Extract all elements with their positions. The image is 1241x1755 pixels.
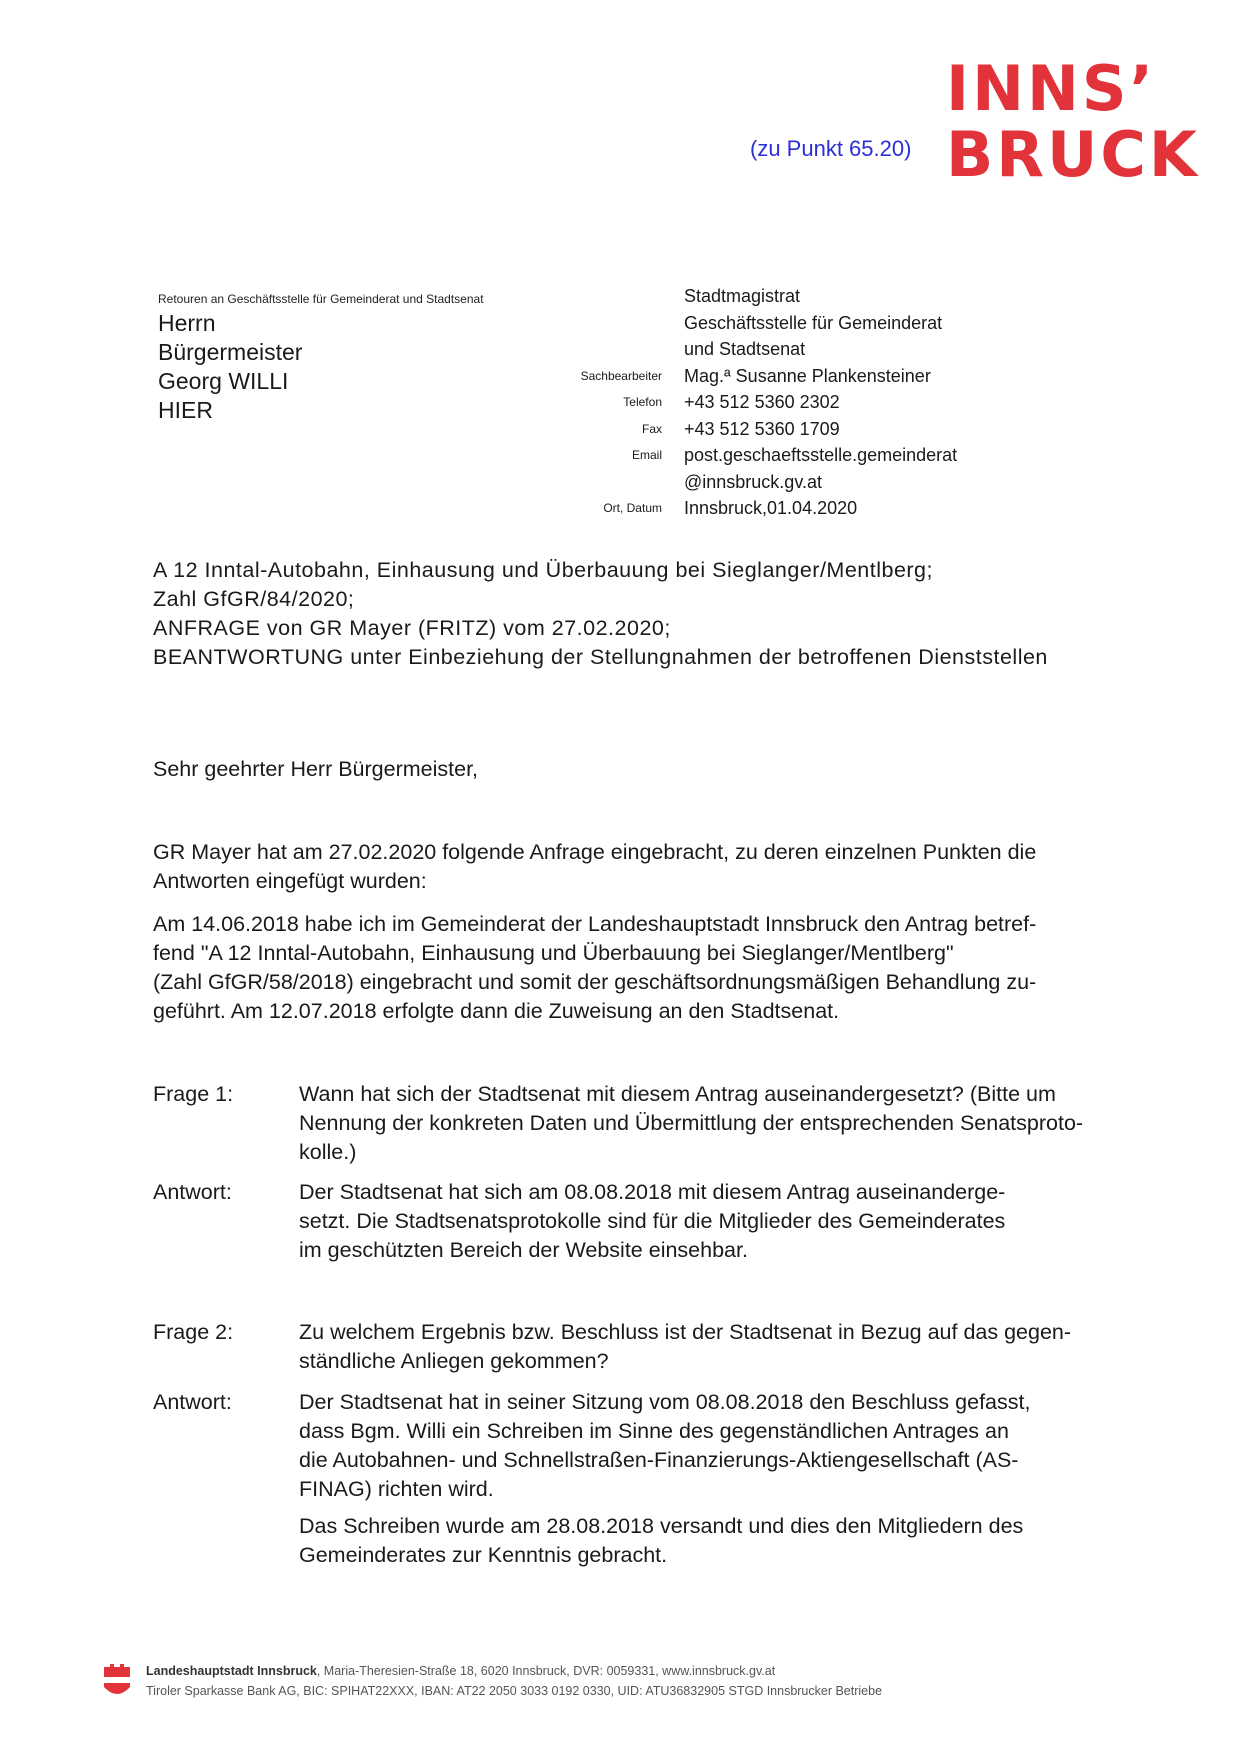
qa-line: dass Bgm. Willi ein Schreiben im Sinne des gegenständlichen Antrages an [299,1419,1009,1443]
background-line: Am 14.06.2018 habe ich im Gemeinderat der Landeshauptstadt Innsbruck den Antrag betref- [153,912,1037,936]
sender-value: und Stadtsenat [684,339,806,359]
sender-value: +43 512 5360 2302 [684,392,840,412]
subject-line: Zahl GfGR/84/2020; [153,587,355,611]
qa-text [299,1512,1133,1570]
sender-label [540,469,662,496]
salutation: Sehr geehrter Herr Bürgermeister, [153,757,479,781]
return-address-note: Retouren an Geschäftsstelle für Gemeinderat und Stadtsenat [158,292,484,306]
sender-label: Telefon [623,395,662,409]
sender-label [540,283,662,310]
sender-label: Fax [641,421,662,436]
footer-line-2: Tiroler Sparkasse Bank AG, BIC: SPIHAT22XXX, IBAN: AT22 2050 3033 0192 0330, UID: ATU36832905 STGD Innsbrucker Betriebe [146,1684,883,1698]
sender-value: +43 512 5360 1709 [684,418,840,439]
sender-value: Geschäftsstelle für Gemeinderat [684,312,943,333]
innsbruck-logo [946,52,1200,191]
qa-line: setzt. Die Stadtsenatsprotokolle sind für die Mitglieder des Gemeinderates [299,1209,1006,1233]
intro-line: GR Mayer hat am 27.02.2020 folgende Anfrage eingebracht, zu deren einzelnen Punkten die [153,840,1037,864]
city-emblem-icon [102,1663,132,1704]
footer-org: Landeshauptstadt Innsbruck [146,1664,317,1678]
qa-line: Zu welchem Ergebnis bzw. Beschluss ist der Stadtsenat in Bezug auf das gegen- [299,1320,1072,1344]
answer-1 [153,1178,1133,1265]
recipient-line: Herrn [158,310,216,336]
sender-label [540,336,662,363]
sender-value: @innsbruck.gv.at [684,471,822,492]
qa-line: ständliche Anliegen gekommen? [299,1349,609,1373]
qa-line: Nennung der konkreten Daten und Übermittlung der entsprechenden Senatsproto- [299,1111,1084,1135]
intro-line: Antworten eingefügt wurden: [153,869,427,893]
logo-line-2: BRUCK [946,118,1200,191]
subject-line: ANFRAGE von GR Mayer (FRITZ) vom 27.02.2020; [153,616,671,640]
sender-value: post.geschaeftsstelle.gemeinderat [684,445,958,465]
recipient-address [158,309,302,425]
qa-line: Das Schreiben wurde am 28.08.2018 versandt und dies den Mitgliedern des [299,1514,1024,1538]
sender-value: Innsbruck,01.04.2020 [684,498,858,518]
qa-line: Gemeinderates zur Kenntnis gebracht. [299,1543,668,1567]
question-1 [153,1080,1133,1167]
qa-text [299,1178,1133,1265]
qa-text [299,1318,1133,1376]
background-line: (Zahl GfGR/58/2018) eingebracht und somit der geschäftsordnungsmäßigen Behandlung zu- [153,970,1037,994]
qa-text [299,1388,1133,1504]
background-line: fend "A 12 Inntal-Autobahn, Einhausung und Überbauung bei Sieglanger/Mentlberg" [153,941,954,965]
sender-label: Sachbearbeiter [580,368,662,383]
subject-line: A 12 Inntal-Autobahn, Einhausung und Überbauung bei Sieglanger/Mentlberg; [153,558,933,582]
background-paragraph [153,910,1133,1026]
qa-line: die Autobahnen- und Schnellstraßen-Finanzierungs-Aktiengesellschaft (AS- [299,1448,1019,1472]
background-line: geführt. Am 12.07.2018 erfolgte dann die Zuweisung an den Stadtsenat. [153,999,840,1023]
footer-address: , Maria-Theresien-Straße 18, 6020 Innsbruck, DVR: 0059331, www.innsbruck.gv.at [316,1664,776,1678]
subject-block [153,556,1048,672]
qa-line: im geschützten Bereich der Website einsehbar. [299,1238,748,1262]
sender-value: Stadtmagistrat [684,286,801,306]
intro-paragraph [153,838,1133,896]
qa-text [299,1080,1133,1167]
qa-line: Der Stadtsenat hat sich am 08.08.2018 mit diesem Antrag auseinanderge- [299,1180,1006,1204]
sender-details [684,283,957,522]
subject-line: BEANTWORTUNG unter Einbeziehung der Stellungnahmen der betroffenen Dienststellen [153,645,1048,669]
recipient-line: Bürgermeister [158,339,303,365]
reference-note: (zu Punkt 65.20) [750,136,912,161]
qa-label: Frage 1: [153,1082,234,1106]
qa-label: Frage 2: [153,1320,234,1344]
qa-line: Wann hat sich der Stadtsenat mit diesem Antrag auseinandergesetzt? (Bitte um [299,1082,1056,1106]
sender-label [540,310,662,337]
recipient-line: Georg WILLI [158,368,289,394]
qa-line: kolle.) [299,1140,357,1164]
logo-line-1: INNS’ [946,52,1157,125]
sender-label: Ort, Datum [603,501,662,515]
recipient-line: HIER [158,397,213,423]
qa-label: Antwort: [153,1180,232,1204]
footer [146,1661,882,1701]
qa-line: FINAG) richten wird. [299,1477,494,1501]
sender-labels [540,283,662,522]
sender-value: Mag.ª Susanne Plankensteiner [684,365,931,386]
question-2 [153,1318,1133,1376]
answer-2 [153,1388,1133,1504]
qa-label: Antwort: [153,1390,232,1414]
footer-line-1 [146,1661,882,1681]
sender-label: Email [631,448,662,462]
qa-line: Der Stadtsenat hat in seiner Sitzung vom 08.08.2018 den Beschluss gefasst, [299,1390,1031,1414]
answer-2-continued [153,1512,1133,1570]
